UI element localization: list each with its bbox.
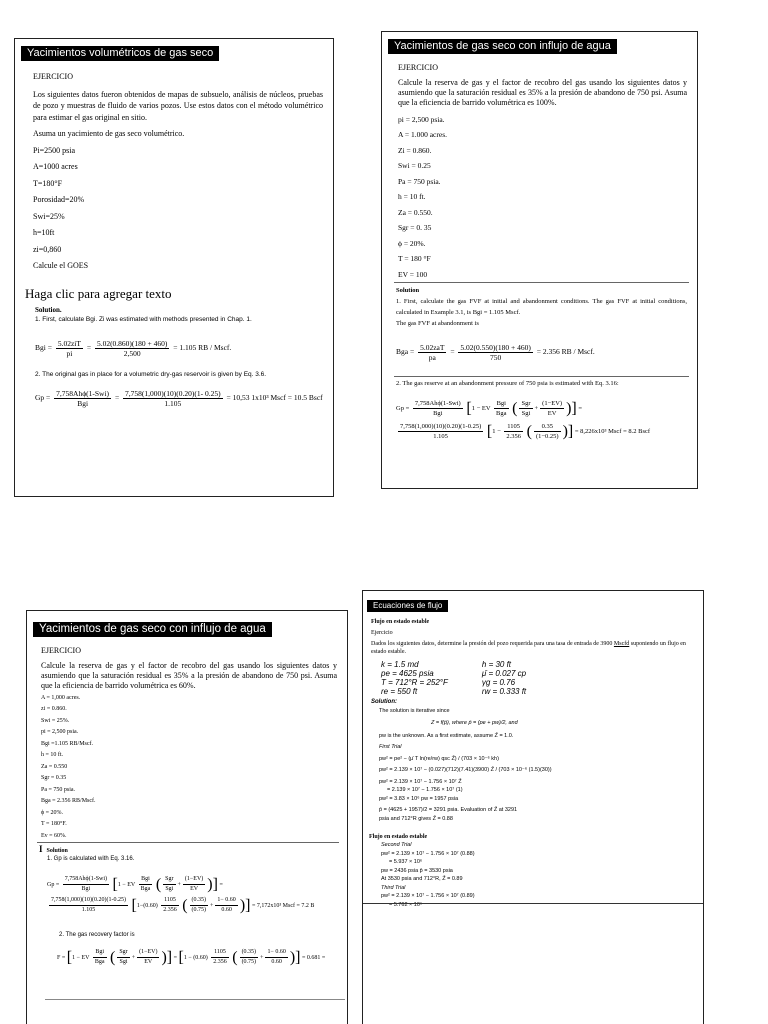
eq-equals: =	[219, 881, 223, 888]
eq-denominator: pi	[66, 348, 73, 358]
solution-step-1: 1. Gp is calculated with Eq. 3.16.	[47, 855, 135, 862]
solution-marker-icon: I	[39, 843, 43, 854]
eq-denominator: 1.105	[164, 399, 182, 408]
solution-label-text: Solution	[46, 847, 68, 854]
paren-close: )	[566, 399, 572, 417]
intro-part-1: Dados los siguientes datos, determine la presión del pozo requerida para una tasa de entrada de 3900	[371, 641, 613, 647]
eq-numerator: 0.35	[534, 422, 561, 432]
eq-lhs: Gp =	[47, 881, 60, 888]
eq-denominator: 2.356	[163, 906, 177, 913]
exercise-label: EJERCICIO	[398, 63, 438, 72]
eq-denominator: 0.60	[221, 906, 232, 913]
eq-result: = 8,226x10³ Mscf = 8.2 Bscf	[574, 427, 651, 435]
slide-title: Yacimientos volumétricos de gas seco	[21, 46, 219, 61]
eq-numerator: 5.02(0.550)(180 + 460)	[460, 343, 531, 352]
eq-numerator: Bgi	[494, 399, 508, 409]
data-item: pi = 2,500 psia.	[41, 729, 79, 735]
eq-lhs: Gp =	[396, 404, 410, 412]
eq-denominator: Bgi	[81, 885, 91, 892]
eq-denominator: Bga	[496, 409, 507, 417]
given-item: k = 1.5 md	[381, 660, 419, 669]
eq-lhs: F =	[57, 954, 66, 961]
solution-step-2: 2. The gas reserve at an abandonment pressure of 750 psia is estimated with Eq. 3.16:	[396, 380, 619, 387]
given-item: μ̄ = 0.027 cp	[481, 669, 527, 678]
data-item: Sgr = 0. 35	[398, 223, 432, 232]
eq-denominator: Bga	[94, 959, 105, 965]
data-item: Pa = 750 psia.	[398, 176, 441, 186]
eq-numerator: 1105	[161, 896, 179, 906]
eq-numerator: 1− 0.60	[265, 948, 287, 958]
solution-label: Solution	[396, 287, 420, 294]
given-item: pe = 4625 psia	[381, 669, 434, 678]
eq-denominator: 2,500	[123, 348, 141, 358]
bracket-open: [	[178, 949, 184, 966]
solution-step-1: 1. First, calculate the gas FVF at initial and abandonment conditions. The gas FVF at initial conditions, calculated in Example 3.1, is Bgi = 1.105 Mscf.	[396, 298, 687, 316]
solution-step-1: 1. First, calculate Bgi. Zi was estimated with methods presented in Chap. 1.	[35, 316, 252, 323]
section-subtitle: Flujo en estado estable	[369, 834, 428, 840]
data-item: A=1000 acres	[33, 162, 78, 171]
trial-line: pw² = 2.139 × 10⁷ − (0.027)(712)(7.41)(3900) Z̄ / (703 × 10⁻⁶ (1.5)(30))	[379, 767, 552, 773]
equation-recovery-factor: F = [1 − EV $\frac{\text{Bgi}}{\text{Bga}}$ ( $\frac{\text{Sgr}}{\text{Sgi}}$ + $\frac{(1-EV)}{EV}$ )] = [1 − (0.60) $\frac{1105}{2.356}$ ( $\frac{(0.35)}{(0.75)}$ + $\frac{1- 0.60}{0.60}$ )] = 0.681 =	[57, 949, 326, 966]
paren-open: (	[232, 949, 238, 966]
eq-numerator: 1− 0.60	[215, 896, 237, 906]
eq-denominator: EV	[547, 409, 557, 417]
eq-numerator: 7,758Ahϕ(1-Swi)	[414, 399, 461, 407]
eq-numerator: 1105	[211, 948, 229, 958]
exercise-intro	[371, 640, 693, 656]
eq-numerator: Bgi	[93, 948, 107, 958]
eq-denominator: 1.105	[81, 906, 96, 913]
eq-denominator: (0.75)	[191, 906, 207, 913]
eq-numerator: 5.02(0.860)(180 + 460)	[96, 338, 168, 348]
eq-equals: =	[173, 954, 178, 961]
eq-numerator: 7,758(1,000)(10)(0.20)(1-0.25)	[400, 422, 482, 430]
slide-water-influx-60	[26, 610, 348, 1024]
trial-line: p̄ = (4625 + 1957)/2 = 3291 psia. Evaluation of Z̄ at 3291	[379, 807, 518, 813]
eq-term: 1 − EV	[471, 404, 491, 412]
bracket-close: ]	[295, 949, 301, 966]
solution-step-2: 2. The original gas in place for a volumetric dry-gas reservoir is given by Eq. 3.6.	[35, 370, 267, 378]
eq-numerator: 7,758(1,000)(10)(0.20)(1- 0.25)	[125, 389, 221, 398]
trial-line: psia and 712°R gives Z̄ = 0.88	[379, 815, 453, 822]
slide-title: Ecuaciones de flujo	[367, 600, 448, 612]
eq-denominator: Sgi	[119, 959, 128, 965]
given-item: γg = 0.76	[481, 678, 516, 687]
data-item: Za = 0.550	[41, 763, 68, 770]
trial-line: At 3530 psia and 712°R, Z̄ = 0.89	[381, 876, 463, 882]
eq-numerator: (1−EV)	[542, 399, 563, 407]
eq-denominator: Sgi	[165, 885, 174, 892]
text-placeholder[interactable]: Haga clic para agregar texto	[25, 285, 172, 301]
eq-numerator: Sgr	[117, 948, 129, 958]
eq-numerator: 7,758Ahϕ(1-Swi)	[63, 875, 109, 885]
paren-close: )	[239, 896, 246, 914]
data-item: Porosidad=20%	[33, 195, 85, 204]
solution-label: Solution.	[35, 305, 62, 314]
eq-equals: =	[114, 393, 120, 403]
equation-gp-values: $\frac{7,758(1,000)(10)(0.20)(1-0.25)}{1.105}$ [1−(0.60) $\frac{1105}{2.356}$ ( $\frac{(0.35)}{(0.75)}$ + $\frac{1- 0.60}{0.60}$ )] = 7,172x10³ Mscf = 7.2 B	[51, 896, 315, 914]
data-item: T = 180°F.	[41, 821, 67, 827]
section-subtitle: Flujo en estado estable	[371, 619, 430, 625]
bracket-close: ]	[212, 875, 218, 893]
divider	[363, 903, 704, 904]
bracket-open: [	[66, 949, 73, 966]
eq-term: 1 − (0.60)	[183, 954, 208, 961]
trial-label: Second Trial	[381, 842, 412, 848]
data-item: A = 1,000 acres.	[41, 694, 81, 701]
data-item: Pa = 750 psia.	[41, 786, 76, 793]
eq-denominator: (0.75)	[241, 959, 257, 965]
paren-open: (	[526, 422, 532, 440]
eq-result: = 10,53 1x10³ Mscf = 10.5 Bscf	[226, 393, 323, 403]
given-item: rw = 0.333 ft	[481, 687, 527, 696]
eq-denominator: 0.60	[271, 959, 282, 965]
eq-result: = 7,172x10³ Mscf = 7.2 B	[251, 902, 315, 909]
eq-numerator: 7,758(1,000)(10)(0.20)(1-0.25)	[49, 896, 128, 906]
data-item: Bgi =1.105 RB/Mscf.	[41, 740, 94, 747]
equation-gp: Gp = $\frac{\text{7,758Ahϕ(1-Swi)}}{\text{Bgi}}$ [1 − EV $\frac{\text{Bgi}}{\text{Bga}}$ ( $\frac{\text{Sgr}}{\text{Sgi}}$ + $\frac{(1-EV)}{EV}$ )] =	[47, 875, 223, 893]
trial-line: pw² = 3.83 × 10⁶ pw = 1957 psia	[379, 795, 459, 802]
slide-volumetric-gas	[14, 38, 334, 497]
data-item: EV = 100	[398, 269, 428, 279]
exercise-intro: Los siguientes datos fueron obtenidos de mapas de subsuelo, análisis de núcleos, pruebas de pozo y muestras de fluido de varios pozos. Use estos datos con el método volumétrico para estimar el gas original en sitio.	[33, 89, 323, 122]
eq-denominator: EV	[144, 959, 153, 965]
data-item: Ev = 60%.	[41, 832, 67, 839]
eq-lhs: Bgi =	[35, 342, 52, 352]
eq-denominator: Sgi	[521, 409, 531, 417]
given-data-right	[482, 660, 526, 696]
eq-lhs: Bga =	[396, 347, 415, 357]
eq-numerator: Sgr	[521, 399, 531, 407]
bracket-open: [	[486, 422, 493, 440]
solution-step-1b: The gas FVF at abandonment is	[396, 320, 479, 327]
equation-gp-reserve-values	[382, 422, 697, 441]
exercise-label: EJERCICIO	[33, 72, 73, 81]
eq-denominator: Bga	[140, 885, 151, 892]
eq-equals: =	[578, 404, 583, 412]
data-item: h=10ft	[33, 228, 55, 237]
data-item: pi = 2,500 psia.	[398, 114, 445, 124]
eq-result: = 2.356 RB / Mscf.	[536, 347, 595, 357]
solution-label: Solution:	[371, 699, 397, 705]
trial-label: Third Trial	[381, 884, 406, 891]
intro-part-2: suponiendo un flujo en estado estable.	[371, 641, 686, 655]
given-item: h = 30 ft	[481, 660, 512, 669]
data-item: Swi=25%	[33, 211, 65, 221]
eq-numerator: Sgr	[163, 875, 175, 885]
eq-numerator: 5.02zaT	[420, 343, 445, 352]
given-item: T = 712°R = 252°F	[381, 678, 448, 687]
solution-text: Z = f(p̄), where p̄ = (pe + pw)/2, and	[431, 720, 518, 726]
slide-water-influx-100	[381, 31, 698, 489]
bracket-open: [	[131, 896, 137, 914]
calc-instruction: Calcule el GOES	[33, 261, 89, 270]
bracket-close: ]	[245, 896, 251, 914]
equation-bga	[382, 343, 697, 362]
eq-term: 1 − EV	[117, 881, 136, 888]
trial-line: pw² = 2.139 × 10⁷ − 1.756 × 10⁷ (0.89)	[381, 893, 475, 899]
unit-link: Mscfd	[613, 641, 630, 647]
paren-close: )	[562, 422, 568, 440]
trial-line: pw = 2436 psia p̄ = 3530 psia	[381, 867, 453, 874]
eq-denominator: EV	[190, 885, 199, 892]
eq-numerator: 7,758Ahϕ(1-Swi)	[56, 389, 110, 398]
exercise-intro: Calcule la reserva de gas y el factor de recobro del gas usando los siguientes datos y asumiendo que la saturación residual es 35% a la presión de abandono de 750 psi. Asuma que la eficiencia de barrido volumétrica es 100%.	[398, 77, 687, 107]
given-data	[363, 660, 703, 696]
paren-close: )	[289, 949, 296, 966]
eq-equals: =	[86, 342, 92, 352]
eq-lhs: Gp =	[35, 393, 51, 403]
exercise-label: EJERCICIO	[41, 646, 81, 655]
equation-gp-reserve: Gp = $\frac{\text{7,758Ahϕ(1-Swi)}}{\text{Bgi}}$ [1 − EV $\frac{\text{Bgi}}{\text{Bga}}$ ( $\frac{\text{Sgr}}{\text{Sgi}}$ + $\frac{(1-EV)}{EV}$ )] =	[396, 399, 583, 417]
solution-step-2: 2. The gas recovery factor is	[59, 931, 135, 938]
paren-open: (	[182, 896, 188, 914]
data-item: ϕ = 20%.	[41, 809, 64, 816]
paren-close: )	[207, 875, 213, 893]
data-item: T=180°F	[33, 178, 63, 188]
data-item: Za = 0.550.	[398, 207, 433, 217]
eq-term: 1 −	[492, 427, 501, 435]
equation-gp	[15, 389, 333, 408]
data-item: Bga = 2.356 RB/Mscf.	[41, 798, 96, 804]
eq-denominator: 2.356	[213, 959, 227, 965]
trial-label: First Trial	[379, 744, 402, 750]
solution-text: The solution is iterative since	[379, 707, 450, 714]
trial-line: = 5.937 × 10⁶	[389, 859, 423, 865]
solution-label	[39, 845, 337, 855]
slide-title: Yacimientos de gas seco con influjo de agua	[33, 622, 272, 637]
data-item: h = 10 ft.	[398, 192, 426, 201]
eq-result: = 1.105 RB / Mscf.	[173, 342, 232, 352]
eq-numerator: (1−EV)	[137, 948, 159, 958]
bracket-open: [	[466, 399, 472, 417]
equation-bgi	[15, 339, 333, 358]
eq-numerator: 1105	[504, 422, 523, 432]
trial-line: pw² = pe² − (μ̄ T ln(re/rw) qsc Z̄) / (703 × 10⁻⁶ kh)	[379, 755, 499, 762]
data-item: Zi = 0.860.	[398, 145, 432, 155]
data-item: Swi = 25%.	[41, 717, 70, 724]
eq-numerator: (1−EV)	[183, 875, 205, 885]
bracket-close: ]	[567, 422, 574, 440]
eq-denominator: 1.105	[433, 432, 448, 440]
eq-numerator: (0.35)	[240, 948, 259, 958]
trial-line: = 5.762 × 10⁶	[389, 901, 423, 908]
data-item: Sgr = 0.35	[41, 775, 67, 781]
paren-open: (	[155, 875, 162, 893]
eq-denominator: pa	[428, 353, 436, 362]
paren-open: (	[512, 399, 518, 417]
divider	[45, 999, 345, 1000]
exercise-intro: Calcule la reserva de gas y el factor de recobro del gas usando los siguientes datos y asumiendo que la saturación residual es 35% a la presión de abandono de 750 psi. Asuma que la eficiencia de barrido volumétrica es 60%.	[41, 660, 337, 690]
bracket-open: [	[112, 875, 118, 893]
eq-denominator: Bgi	[433, 409, 443, 417]
eq-numerator: (0.35)	[190, 896, 209, 906]
eq-denominator: 750	[490, 353, 502, 362]
given-item: re = 550 ft	[381, 687, 418, 696]
eq-denominator: Bgi	[77, 399, 89, 408]
data-item: zi=0,860	[33, 244, 62, 254]
data-item: h = 10 ft.	[41, 752, 64, 758]
slide-flow-equations	[362, 590, 704, 1024]
exercise-label: Ejercicio	[371, 630, 393, 636]
given-data-left	[381, 660, 448, 696]
paren-open: (	[110, 949, 116, 966]
slide-title: Yacimientos de gas seco con influjo de agua	[388, 39, 617, 54]
data-item: zi = 0.860.	[41, 706, 67, 712]
trial-line: = 2.139 × 10⁷ − 1.756 × 10⁷ (1)	[387, 787, 463, 793]
data-item: A = 1.000 acres.	[398, 130, 448, 139]
data-item: T = 180 °F	[398, 254, 431, 263]
eq-term: 1−(0.60)	[136, 902, 158, 909]
eq-equals: =	[450, 347, 455, 357]
eq-result: = 0.681 =	[302, 954, 326, 961]
eq-denominator: (1−0.25)	[535, 432, 559, 440]
eq-term: 1 − EV	[72, 954, 90, 961]
data-item: ϕ = 20%.	[398, 238, 426, 248]
data-item: Swi = 0.25	[398, 161, 431, 170]
trial-line: pw² = 2.139 × 10⁷ − 1.756 × 10⁷ Z̄	[379, 778, 462, 785]
bracket-close: ]	[571, 399, 577, 417]
assumption-text: Asuma un yacimiento de gas seco volumétrico.	[33, 129, 185, 138]
eq-denominator: 2.356	[506, 432, 521, 440]
paren-close: )	[161, 949, 167, 966]
eq-numerator: Bgi	[139, 875, 153, 885]
solution-text: pw is the unknown. As a first estimate, assume Z̄ = 1.0.	[379, 732, 514, 739]
data-item: Pi=2500 psia	[33, 145, 76, 155]
bracket-close: ]	[166, 949, 173, 966]
eq-numerator: 5.02ziT	[57, 338, 81, 348]
trial-line: pw² = 2.139 × 10⁷ − 1.756 × 10⁷ (0.88)	[381, 850, 475, 857]
